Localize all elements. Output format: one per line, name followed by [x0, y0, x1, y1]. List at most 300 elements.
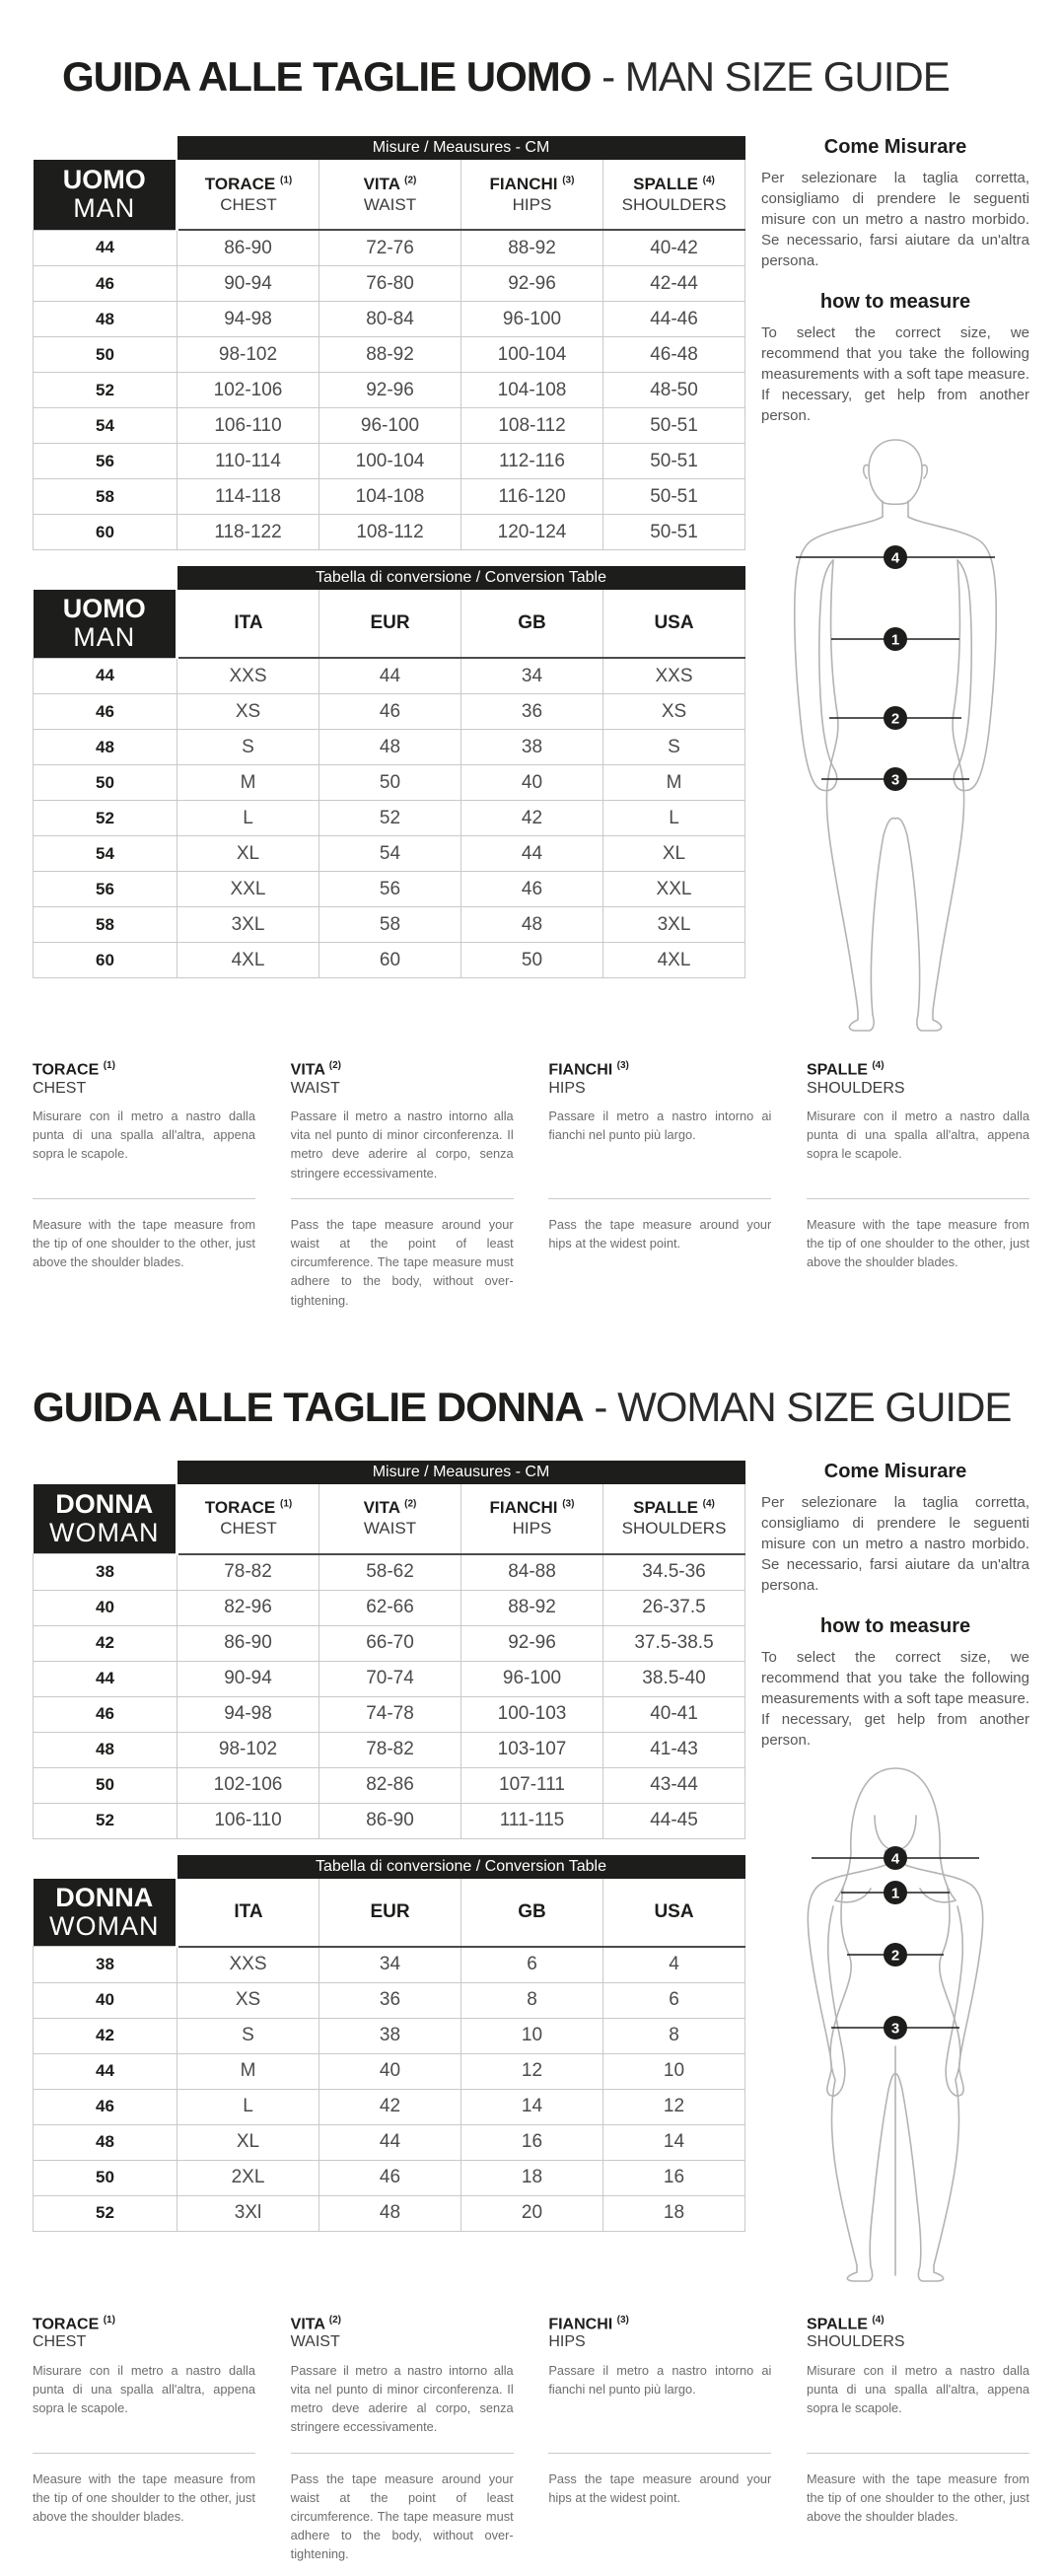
measure-cell: 90-94: [177, 266, 319, 302]
column-subtitle: HIPS: [512, 1519, 552, 1538]
conversion-cell: 58: [319, 907, 461, 943]
measure-cell: 114-118: [177, 479, 319, 515]
size-cell: 48: [34, 730, 177, 765]
size-row-56: [34, 444, 745, 479]
conversion-cell: 10: [603, 2053, 745, 2089]
conversion-cell: 16: [603, 2160, 745, 2195]
come-misurare-text: Per selezionare la taglia corretta, consigliamo di prendere le seguenti misure con un metro a nastro morbido. Se necessario, farsi aiutare da un'altra persona.: [761, 1493, 1029, 1594]
measure-cell: 100-104: [461, 337, 603, 373]
description-text-english: Pass the tape measure around your hips at the widest point.: [548, 2470, 772, 2505]
conversion-cell: 8: [461, 1982, 603, 2018]
measure-cell: 110-114: [177, 444, 319, 479]
column-name: TORACE $^{(1)}$: [204, 174, 293, 193]
table-side-label-donna: [34, 1484, 177, 1554]
conversion-bar-row: [34, 566, 745, 590]
measure-cell: 96-100: [319, 408, 461, 444]
measure-cell: 44-46: [603, 302, 745, 337]
size-row-54: [34, 408, 745, 444]
description-text-italian: Misurare con il metro a nastro dalla punta di una spalla all'altra, appena sopra le scapole.: [33, 1109, 255, 1162]
page-title-man: [62, 0, 1029, 101]
column-number: (3): [562, 174, 575, 185]
description-divider: [291, 1198, 514, 1199]
description-subtitle: HIPS: [548, 1079, 586, 1097]
measure-cell: 107-111: [461, 1767, 603, 1803]
size-cell: 54: [34, 408, 177, 444]
conversion-cell: 10: [461, 2018, 603, 2053]
conversion-cell: 46: [319, 2160, 461, 2195]
man-measurements-table: [33, 136, 745, 550]
conversion-cell: 46: [319, 694, 461, 730]
conversion-cell: 36: [319, 1982, 461, 2018]
conversion-cell: 48: [319, 2195, 461, 2231]
column-number: (1): [279, 174, 293, 185]
woman-body-figure: [761, 1754, 1029, 2287]
conversion-cell: L: [603, 801, 745, 836]
measure-cell: 34.5-36: [603, 1554, 745, 1591]
description-text-english: Measure with the tape measure from the tip of one shoulder to the other, just above the shoulder blades.: [33, 1216, 255, 1270]
size-cell: 38: [34, 1554, 177, 1591]
conversion-cell: 3XL: [603, 907, 745, 943]
conversion-cell: 48: [461, 907, 603, 943]
description-divider: [548, 2453, 771, 2454]
size-row-46: [34, 266, 745, 302]
column-number: (1): [279, 1498, 293, 1510]
column-number: (4): [702, 174, 715, 185]
measure-cell: 41-43: [603, 1732, 745, 1767]
description-text-english: Measure with the tape measure from the tip of one shoulder to the other, just above the shoulder blades.: [806, 2470, 1029, 2524]
description-number: (4): [872, 1060, 885, 1071]
side-label-light: MAN: [73, 622, 136, 653]
description-number: (2): [328, 1060, 341, 1071]
title-italian: GUIDA ALLE TAGLIE DONNA: [33, 1383, 584, 1430]
size-cell: 56: [34, 872, 177, 907]
conversion-cell: XS: [177, 1982, 319, 2018]
conversion-cell: 38: [319, 2018, 461, 2053]
conversion-cell: 20: [461, 2195, 603, 2231]
come-misurare-heading: Come Misurare: [823, 136, 967, 158]
conversion-table-body: [34, 1947, 745, 2232]
measure-cell: 82-96: [177, 1590, 319, 1625]
conversion-cell: 12: [461, 2053, 603, 2089]
measure-cell: 106-110: [177, 1803, 319, 1838]
description-number: (4): [872, 2314, 885, 2326]
description-number: (1): [103, 2314, 115, 2326]
measure-cell: 106-110: [177, 408, 319, 444]
table-side-label-uomo: [34, 160, 177, 230]
column-header-vita: [319, 1484, 461, 1554]
description-divider: [807, 2453, 1029, 2454]
description-title: TORACE $^{(1)}$: [33, 1060, 115, 1079]
column-subtitle: SHOULDERS: [621, 194, 727, 214]
conversion-row-60: [34, 943, 745, 978]
description-title: FIANCHI $^{(3)}$: [548, 1060, 629, 1079]
description-subtitle: SHOULDERS: [806, 2333, 905, 2351]
description-number: (3): [616, 2314, 629, 2326]
description-subtitle: HIPS: [548, 2333, 586, 2351]
description-text-italian: Misurare con il metro a nastro dalla punta di una spalla all'altra, appena sopra le scapole.: [33, 2362, 255, 2416]
measures-head-row: [34, 160, 745, 230]
conversion-cell: 60: [319, 943, 461, 978]
measure-cell: 40-42: [603, 230, 745, 266]
measure-cell: 26-37.5: [603, 1590, 745, 1625]
description-title: VITA $^{(2)}$: [290, 1060, 341, 1079]
description-subtitle: SHOULDERS: [806, 1079, 905, 1097]
conversion-cell: XL: [177, 836, 319, 872]
description-number: (3): [616, 1060, 629, 1071]
woman-measurements-table: [33, 1461, 745, 1839]
woman-conversion-table: [33, 1855, 745, 2232]
woman-tables-column: [33, 1461, 744, 2232]
measure-cell: 50-51: [603, 408, 745, 444]
size-cell: 58: [34, 479, 177, 515]
size-row-42: [34, 1625, 745, 1661]
description-subtitle: WAIST: [290, 1079, 340, 1097]
conversion-row-48: [34, 730, 745, 765]
svg-text:3: 3: [890, 2020, 900, 2038]
measure-marker-4: [812, 1846, 979, 1870]
conversion-cell: 8: [603, 2018, 745, 2053]
column-number: (3): [562, 1498, 575, 1510]
description-subtitle: CHEST: [33, 2333, 87, 2351]
conversion-cell: 16: [461, 2124, 603, 2160]
measure-cell: 84-88: [461, 1554, 603, 1591]
conversion-cell: 4XL: [177, 943, 319, 978]
conversion-row-50: [34, 765, 745, 801]
measure-cell: 42-44: [603, 266, 745, 302]
measure-marker-3: [821, 767, 969, 791]
side-label-light: WOMAN: [49, 1910, 160, 1941]
size-row-50: [34, 337, 745, 373]
size-cell: 40: [34, 1590, 177, 1625]
description-text-italian: Passare il metro a nastro intorno alla vita nel punto di minor circonferenza. Il metro deve aderire al corpo, senza stringere eccessivamente.: [290, 2362, 514, 2435]
column-number: (2): [404, 174, 417, 185]
column-header-spalle: [603, 1484, 745, 1554]
conversion-row-56: [34, 872, 745, 907]
conversion-cell: XS: [603, 694, 745, 730]
conversion-cell: S: [603, 730, 745, 765]
side-label-bold: DONNA: [55, 1882, 154, 1912]
measure-cell: 100-103: [461, 1696, 603, 1732]
description-divider: [807, 1198, 1029, 1199]
conversion-column-header-gb: GB: [461, 590, 603, 658]
size-row-46: [34, 1696, 745, 1732]
how-to-measure-text: To select the correct size, we recommend that you take the following measurements with a soft tape measure. If necessary, get help from another person.: [761, 324, 1029, 424]
measure-cell: 44-45: [603, 1803, 745, 1838]
conversion-cell: 34: [319, 1947, 461, 1983]
svg-text:4: 4: [890, 1850, 900, 1868]
column-subtitle: CHEST: [220, 194, 277, 214]
description-text-english: Measure with the tape measure from the tip of one shoulder to the other, just above the shoulder blades.: [33, 2470, 255, 2524]
conversion-head-row: [34, 1879, 745, 1947]
measure-cell: 48-50: [603, 373, 745, 408]
conversion-cell: 4XL: [603, 943, 745, 978]
title-english: - MAN SIZE GUIDE: [591, 53, 950, 100]
measure-cell: 78-82: [177, 1554, 319, 1591]
measures-header-bar: Misure / Meausures - CM: [177, 1461, 745, 1484]
conversion-row-38: [34, 1947, 745, 1983]
measure-cell: 92-96: [319, 373, 461, 408]
conversion-cell: M: [603, 765, 745, 801]
column-name: FIANCHI $^{(3)}$: [489, 1498, 575, 1518]
measure-cell: 96-100: [461, 302, 603, 337]
description-title: TORACE $^{(1)}$: [33, 2314, 115, 2332]
man-body-figure: [761, 432, 1029, 1040]
column-number: (4): [702, 1498, 715, 1510]
svg-text:1: 1: [890, 631, 900, 649]
measure-cell: 50-51: [603, 444, 745, 479]
come-misurare-heading: Come Misurare: [823, 1460, 967, 1482]
side-label-bold: UOMO: [62, 594, 146, 624]
conversion-cell: 42: [319, 2089, 461, 2124]
conversion-cell: M: [177, 2053, 319, 2089]
conversion-cell: 3XL: [177, 907, 319, 943]
measure-cell: 46-48: [603, 337, 745, 373]
description-subtitle: WAIST: [290, 2333, 340, 2351]
conversion-cell: 36: [461, 694, 603, 730]
size-cell: 54: [34, 836, 177, 872]
table-corner-spacer: [34, 1855, 177, 1879]
measures-head-row: [34, 1484, 745, 1554]
measure-cell: 102-106: [177, 1767, 319, 1803]
conversion-row-52: [34, 801, 745, 836]
description-text-italian: Misurare con il metro a nastro dalla punta di una spalla all'altra, appena sopra le scapole.: [806, 1109, 1029, 1162]
measure-cell: 82-86: [319, 1767, 461, 1803]
size-cell: 40: [34, 1982, 177, 2018]
size-cell: 60: [34, 943, 177, 978]
conversion-cell: 50: [461, 943, 603, 978]
size-cell: 38: [34, 1947, 177, 1983]
measures-bar-row: [34, 1461, 745, 1484]
size-cell: 44: [34, 2053, 177, 2089]
size-cell: 46: [34, 694, 177, 730]
man-conversion-table: [33, 566, 745, 978]
conversion-column-header-ita: ITA: [177, 1879, 319, 1947]
size-cell: 52: [34, 2195, 177, 2231]
measure-cell: 102-106: [177, 373, 319, 408]
side-label-bold: DONNA: [55, 1488, 154, 1519]
conversion-cell: 18: [603, 2195, 745, 2231]
conversion-cell: 6: [461, 1947, 603, 1983]
man-silhouette-svg: [772, 432, 1019, 1036]
conversion-cell: XXS: [177, 658, 319, 694]
conversion-table-body: [34, 658, 745, 978]
body-outline: [795, 440, 996, 1031]
description-text-english: Pass the tape measure around your waist at the point of least circumference. The tape measure must adhere to the body, without over-tightening.: [290, 2470, 514, 2562]
conversion-cell: 3Xl: [177, 2195, 319, 2231]
description-divider: [33, 1198, 255, 1199]
measure-cell: 96-100: [461, 1661, 603, 1696]
measure-cell: 38.5-40: [603, 1661, 745, 1696]
measure-cell: 94-98: [177, 302, 319, 337]
description-text-italian: Passare il metro a nastro intorno alla vita nel punto di minor circonferenza. Il metro deve aderire al corpo, senza stringere eccessivamente.: [290, 1109, 514, 1181]
size-cell: 52: [34, 373, 177, 408]
come-misurare-text: Per selezionare la taglia corretta, consigliamo di prendere le seguenti misure con un metro a nastro morbido. Se necessario, farsi aiutare da un'altra persona.: [761, 170, 1029, 269]
measure-cell: 50-51: [603, 515, 745, 550]
woman-size-guide-section: [33, 1323, 1029, 2576]
size-cell: 56: [34, 444, 177, 479]
measure-cell: 103-107: [461, 1732, 603, 1767]
conversion-cell: M: [177, 765, 319, 801]
measure-cell: 86-90: [319, 1803, 461, 1838]
measure-cell: 86-90: [177, 230, 319, 266]
description-subtitle: CHEST: [33, 1079, 87, 1097]
man-measure-descriptions: [33, 1060, 1029, 1323]
woman-silhouette-svg: [772, 1754, 1019, 2282]
how-to-measure-heading: how to measure: [819, 291, 971, 313]
description-divider: [33, 2453, 255, 2454]
conversion-cell: 38: [461, 730, 603, 765]
column-header-torace: [177, 1484, 319, 1554]
conversion-row-44: [34, 658, 745, 694]
column-name: TORACE $^{(1)}$: [204, 1498, 293, 1518]
conversion-cell: 54: [319, 836, 461, 872]
measure-cell: 116-120: [461, 479, 603, 515]
measure-marker-4: [796, 545, 995, 569]
description-divider: [548, 1198, 771, 1199]
size-cell: 48: [34, 2124, 177, 2160]
description-text-english: Pass the tape measure around your waist at the point of least circumference. The tape measure must adhere to the body, without over-tightening.: [290, 1216, 514, 1308]
conversion-cell: 40: [461, 765, 603, 801]
column-number: (2): [404, 1498, 417, 1510]
column-header-torace: [177, 160, 319, 230]
column-name: SPALLE $^{(4)}$: [633, 174, 715, 193]
measure-cell: 120-124: [461, 515, 603, 550]
measure-cell: 94-98: [177, 1696, 319, 1732]
size-cell: 46: [34, 2089, 177, 2124]
woman-measure-descriptions: [33, 2315, 1029, 2576]
conversion-cell: XL: [603, 836, 745, 872]
column-header-fianchi: [461, 160, 603, 230]
conversion-cell: 44: [319, 2124, 461, 2160]
measure-cell: 98-102: [177, 1732, 319, 1767]
conversion-cell: 44: [319, 658, 461, 694]
description-text-italian: Passare il metro a nastro intorno ai fianchi nel punto più largo.: [548, 2362, 772, 2397]
column-subtitle: CHEST: [220, 1519, 277, 1538]
conversion-row-50: [34, 2160, 745, 2195]
measure-marker-3: [831, 2016, 959, 2039]
conversion-cell: 18: [461, 2160, 603, 2195]
description-title: FIANCHI $^{(3)}$: [548, 2314, 629, 2332]
conversion-column-header-gb: GB: [461, 1879, 603, 1947]
conversion-row-54: [34, 836, 745, 872]
table-corner-spacer: [34, 1461, 177, 1484]
conversion-cell: 48: [319, 730, 461, 765]
conversion-cell: L: [177, 2089, 319, 2124]
column-header-vita: [319, 160, 461, 230]
size-row-44: [34, 1661, 745, 1696]
column-name: SPALLE $^{(4)}$: [633, 1498, 715, 1518]
measure-cell: 88-92: [461, 230, 603, 266]
measure-cell: 72-76: [319, 230, 461, 266]
measure-cell: 104-108: [319, 479, 461, 515]
conversion-cell: XXS: [177, 1947, 319, 1983]
column-subtitle: WAIST: [363, 1519, 417, 1538]
description-title: VITA $^{(2)}$: [290, 2314, 341, 2332]
svg-text:2: 2: [890, 710, 900, 728]
size-cell: 50: [34, 765, 177, 801]
side-label-bold: UOMO: [62, 165, 146, 195]
conversion-cell: 6: [603, 1982, 745, 2018]
conversion-cell: 14: [603, 2124, 745, 2160]
man-howto-panel: [761, 136, 1029, 1040]
conversion-cell: 12: [603, 2089, 745, 2124]
measure-cell: 112-116: [461, 444, 603, 479]
size-cell: 48: [34, 302, 177, 337]
conversion-cell: 34: [461, 658, 603, 694]
measure-description-torace: [33, 1060, 255, 1323]
measure-cell: 74-78: [319, 1696, 461, 1732]
svg-text:2: 2: [890, 1947, 900, 1965]
conversion-column-header-eur: EUR: [319, 1879, 461, 1947]
measure-cell: 86-90: [177, 1625, 319, 1661]
how-to-measure-text: To select the correct size, we recommend that you take the following measurements with a soft tape measure. If necessary, get help from another person.: [761, 1648, 1029, 1749]
measure-cell: 40-41: [603, 1696, 745, 1732]
title-italian: GUIDA ALLE TAGLIE UOMO: [62, 53, 592, 100]
size-row-60: [34, 515, 745, 550]
column-subtitle: HIPS: [512, 194, 552, 214]
size-cell: 50: [34, 1767, 177, 1803]
description-text-italian: Misurare con il metro a nastro dalla punta di una spalla all'altra, appena sopra le scapole.: [806, 2362, 1029, 2416]
conversion-cell: XXL: [177, 872, 319, 907]
size-cell: 46: [34, 266, 177, 302]
measure-cell: 92-96: [461, 266, 603, 302]
measure-cell: 108-112: [319, 515, 461, 550]
measure-cell: 70-74: [319, 1661, 461, 1696]
measure-cell: 92-96: [461, 1625, 603, 1661]
measure-cell: 118-122: [177, 515, 319, 550]
conversion-header-bar: Tabella di conversione / Conversion Table: [177, 1855, 745, 1879]
conversion-row-58: [34, 907, 745, 943]
measure-description-vita: [291, 2315, 514, 2576]
woman-howto-panel: [761, 1461, 1029, 2287]
description-text-italian: Passare il metro a nastro intorno ai fianchi nel punto più largo.: [548, 1109, 772, 1143]
column-name: VITA $^{(2)}$: [363, 1498, 417, 1518]
conversion-header-bar: Tabella di conversione / Conversion Table: [177, 566, 745, 590]
conversion-column-header-ita: ITA: [177, 590, 319, 658]
size-cell: 42: [34, 2018, 177, 2053]
measure-cell: 66-70: [319, 1625, 461, 1661]
measure-cell: 43-44: [603, 1767, 745, 1803]
measure-cell: 88-92: [461, 1590, 603, 1625]
conversion-row-48: [34, 2124, 745, 2160]
measure-description-fianchi: [548, 2315, 771, 2576]
conversion-row-52: [34, 2195, 745, 2231]
conversion-cell: 4: [603, 1947, 745, 1983]
conversion-column-header-usa: USA: [603, 590, 745, 658]
measure-cell: 111-115: [461, 1803, 603, 1838]
size-cell: 48: [34, 1732, 177, 1767]
measure-cell: 100-104: [319, 444, 461, 479]
conversion-row-46: [34, 694, 745, 730]
man-size-guide-section: [33, 0, 1029, 1323]
description-title: SPALLE $^{(4)}$: [806, 1060, 885, 1079]
conversion-cell: 50: [319, 765, 461, 801]
measure-description-fianchi: [548, 1060, 771, 1323]
svg-text:4: 4: [890, 549, 900, 567]
column-name: FIANCHI $^{(3)}$: [489, 174, 575, 193]
measure-marker-2: [847, 1943, 944, 1967]
measure-marker-1: [831, 627, 959, 651]
conversion-cell: 2XL: [177, 2160, 319, 2195]
conversion-column-header-usa: USA: [603, 1879, 745, 1947]
conversion-cell: 14: [461, 2089, 603, 2124]
woman-content-row: [33, 1461, 1029, 2287]
column-subtitle: WAIST: [363, 194, 417, 214]
measure-description-spalle: [807, 2315, 1029, 2576]
size-cell: 52: [34, 801, 177, 836]
measures-table-body: [34, 230, 745, 550]
measure-description-spalle: [807, 1060, 1029, 1323]
